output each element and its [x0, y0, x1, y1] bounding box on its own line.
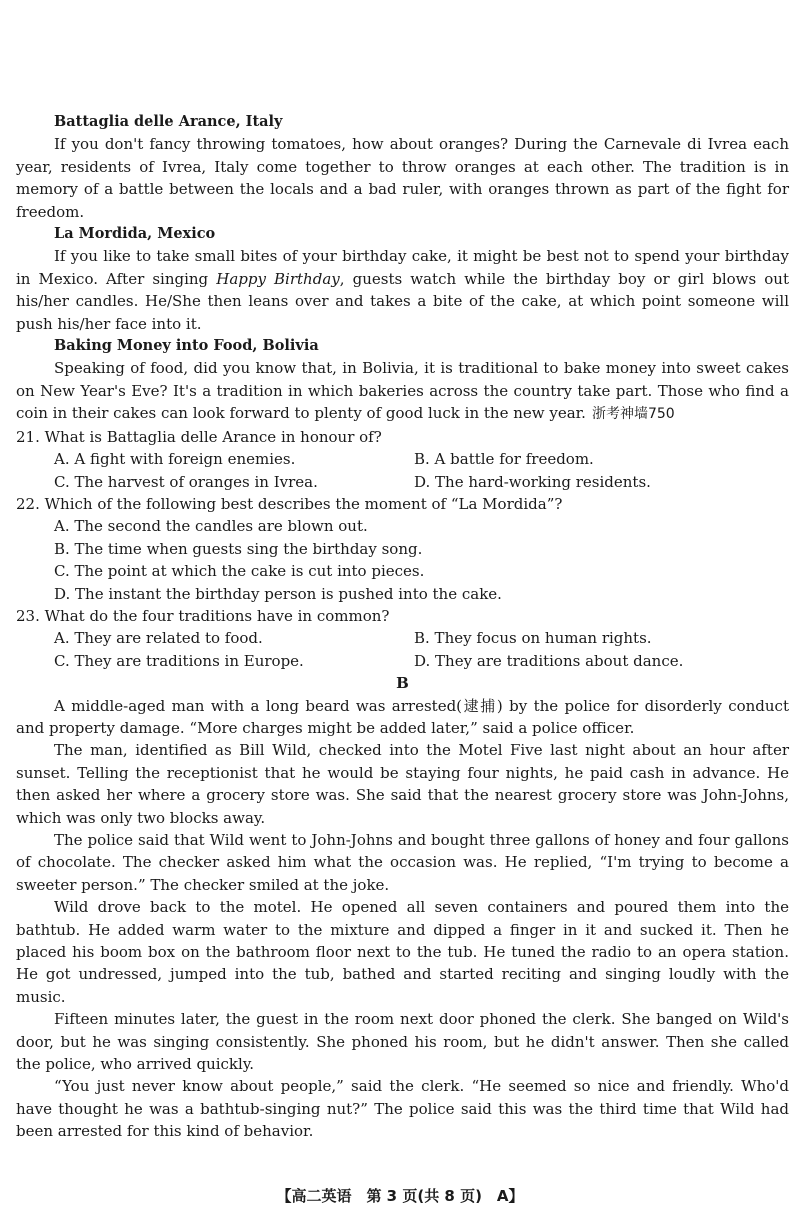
paragraph-b-2: The man, identified as Bill Wild, checked into the Motel Five last night about an hour after sunset. Telling the receptionist that he would be staying four nights, he paid cash in advance. He then asked her where a grocery store was. She said that the nearest grocery store was John-Johns, which was only two blocks away. [16, 741, 789, 827]
paragraph-b-4: Wild drove back to the motel. He opened all seven containers and poured them into the bathtub. He added warm water to the mixture and dipped a finger in it and sucked it. Then he placed his boom box on the bathroom floor next to the tub. He tuned the radio to an opera station. He got undressed, jumped into the tub, bathed and started reciting and singing loudly with the music. [16, 898, 789, 1006]
song-title: Happy Birthday [216, 269, 340, 288]
paragraph-b-1: A middle-aged man with a long beard was arrested(逮捕) by the police for disorderly conduct and property damage. “More charges might be added later,” said a police officer. [16, 696, 789, 737]
option-22-d: D. The instant the birthday person is pushed into the cake. [54, 584, 502, 603]
paragraph-battaglia: If you don't fancy throwing tomatoes, how about oranges? During the Carnevale di Ivrea each year, residents of Ivrea, Italy come together to throw oranges at each other. The tradition is in memory of a battle between the locals and a bad ruler, with oranges thrown as part of the fight for freedom. [16, 135, 789, 221]
heading-mordida: La Mordida, Mexico [54, 225, 216, 243]
option-22-b: B. The time when guests sing the birthday song. [54, 539, 423, 558]
option-21-c: C. The harvest of oranges in Ivrea. [54, 472, 318, 491]
option-21-b: B. A battle for freedom. [414, 450, 594, 469]
option-23-a: A. They are related to food. [54, 629, 263, 648]
page-footer: 【高二英语 第 3 页(共 8 页) A】 [276, 1187, 524, 1205]
option-22-a: A. The second the candles are blown out. [54, 517, 368, 536]
heading-bolivia: Baking Money into Food, Bolivia [54, 337, 319, 355]
paragraph-b-6: “You just never know about people,” said the clerk. “He seemed so nice and friendly. Who'd have thought he was a bathtub-singing nut?” The police said this was the third time that Wild had been arrested for this kind of behavior. [16, 1077, 789, 1141]
mordida-text-after: , guests watch while the birthday boy or girl blows out his/her candles. He/She then leans over and takes a bite of the cake, at which point someone will push his/her face into it. [16, 269, 789, 333]
paragraph-bolivia [16, 357, 789, 425]
heading-battaglia: Battaglia delle Arance, Italy [54, 113, 283, 130]
watermark-stamp: 浙考神墙750 [591, 406, 675, 423]
question-21-options [16, 448, 789, 493]
paragraph-b-5: Fifteen minutes later, the guest in the room next door phoned the clerk. She banged on Wild's door, but he was singing consistently. She phoned his room, but he didn't answer. Then she called the police, who arrived quickly. [16, 1010, 789, 1074]
question-21-stem: 21. What is Battaglia delle Arance in honour of? [16, 427, 382, 446]
mordida-text-before: If you like to take small bites of your birthday cake, it might be best not to spend your birthday in Mexico. After singing [16, 247, 789, 288]
option-21-d: D. The hard-working residents. [414, 472, 651, 491]
section-b-label: B [396, 674, 409, 693]
paragraph-mordida [16, 245, 789, 335]
question-23-options [16, 627, 789, 672]
question-23-stem: 23. What do the four traditions have in common? [16, 606, 390, 625]
paragraph-b-3: The police said that Wild went to John-Johns and bought three gallons of honey and four gallons of chocolate. The checker asked him what the occasion was. He replied, “I'm trying to become a sweeter person.” The checker smiled at the joke. [16, 831, 789, 894]
option-21-a: A. A fight with foreign enemies. [54, 450, 296, 469]
bolivia-text: Speaking of food, did you know that, in Bolivia, it is traditional to bake money into sweet cakes on New Year's Eve? It's a tradition in which bakeries across the country take part. Those who find a coin in their cakes can look forward to plenty of good luck in the new year. [16, 359, 789, 423]
option-23-b: B. They focus on human rights. [414, 629, 652, 648]
option-23-d: D. They are traditions about dance. [414, 651, 684, 670]
question-22-stem: 22. Which of the following best describes the moment of “La Mordida”? [16, 494, 563, 513]
option-22-c: C. The point at which the cake is cut into pieces. [54, 562, 425, 581]
page-body [16, 111, 789, 1143]
option-23-c: C. They are traditions in Europe. [54, 651, 304, 670]
